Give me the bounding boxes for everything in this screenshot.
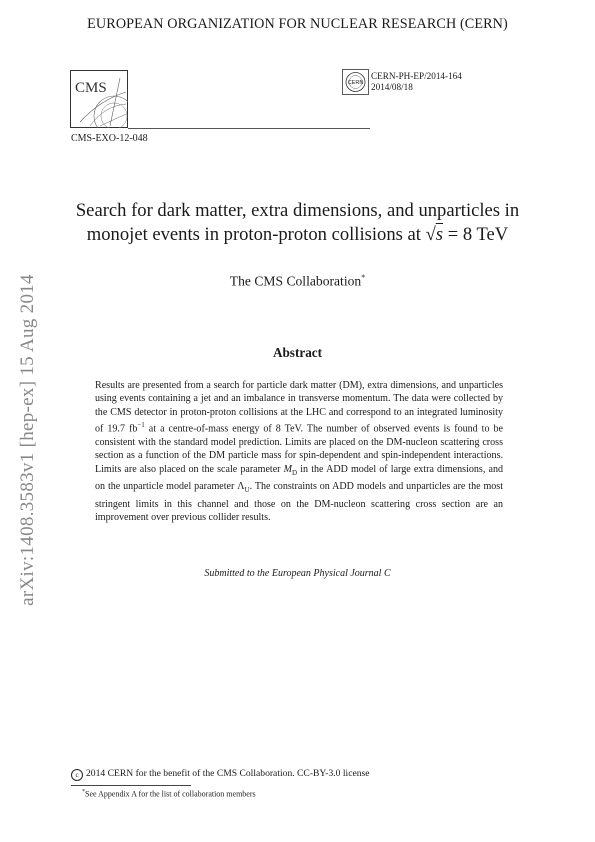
header-rule <box>128 128 370 129</box>
title-line-2 <box>40 223 555 247</box>
cms-logo-text: CMS <box>75 80 107 96</box>
footnote-mark: * <box>82 789 85 795</box>
preprint-number: CERN-PH-EP/2014-164 <box>371 71 462 81</box>
abstract-heading: Abstract <box>272 345 323 360</box>
cms-logo <box>70 70 128 128</box>
license-text: 2014 CERN for the benefit of the CMS Collaboration. CC-BY-3.0 license <box>86 768 370 779</box>
footnote-text: See Appendix A for the list of collaboration members <box>85 789 256 799</box>
title-line-2-prefix: monojet events in proton-proton collisions at <box>86 224 426 245</box>
preprint-info <box>371 71 462 93</box>
authors <box>0 273 595 290</box>
sqrt-variable: s <box>435 224 444 245</box>
report-id: CMS-EXO-12-048 <box>71 133 148 144</box>
abstract-text-2: at a centre-of-mass energy of 8 TeV. The number of observed events is found to be consistent with the standard model prediction. Limits are placed on the DM-nucleon scattering cross section as a function of the DM particle mass for spin-dependent and spin-independent interactions. Limits are also placed on the scale parameter <box>95 423 503 475</box>
lambda-subscript: U <box>244 486 250 495</box>
abstract-text-3: in the ADD model of large extra dimensions, and on the unparticle model parameter <box>95 463 503 493</box>
lambda-symbol: Λ <box>237 481 245 493</box>
preprint-date: 2014/08/18 <box>371 82 413 92</box>
license-line <box>71 768 370 781</box>
sqrt-sign: √ <box>425 224 436 245</box>
organization-header: EUROPEAN ORGANIZATION FOR NUCLEAR RESEARCH (CERN) <box>87 16 508 32</box>
abstract-text-4: . The constraints on ADD models and unparticles are the most stringent limits in this channel and those on the DM-nucleon scattering cross section are an improvement over previous collider results. <box>95 481 503 523</box>
copyright-icon: c <box>71 769 83 781</box>
cern-logo-text: CERN <box>347 80 364 86</box>
author-name: The CMS Collaboration <box>229 273 362 289</box>
footnote <box>82 789 256 799</box>
md-subscript: D <box>292 468 298 477</box>
md-symbol: M <box>283 463 293 475</box>
arxiv-stamp-text: arXiv:1408.3583v1 [hep-ex] 15 Aug 2014 <box>17 274 38 606</box>
luminosity-exponent: −1 <box>137 421 145 430</box>
paper-title <box>40 199 555 247</box>
footnote-rule <box>71 785 191 786</box>
cern-logo <box>342 69 369 95</box>
abstract-text-1: Results are presented from a search for particle dark matter (DM), extra dimensions, and unparticles using events containing a jet and an imbalance in transverse momentum. The data were collected by the CMS detector in proton-proton collisions at the LHC and correspond to an integrated luminosity of 19.7 fb <box>95 380 503 435</box>
author-footnote-mark: * <box>361 273 366 282</box>
abstract-body <box>95 379 503 524</box>
title-line-2-suffix: = 8 TeV <box>443 224 509 245</box>
submission-note: Submitted to the European Physical Journal C <box>204 568 391 579</box>
title-line-1: Search for dark matter, extra dimensions, and unparticles in <box>75 200 520 221</box>
